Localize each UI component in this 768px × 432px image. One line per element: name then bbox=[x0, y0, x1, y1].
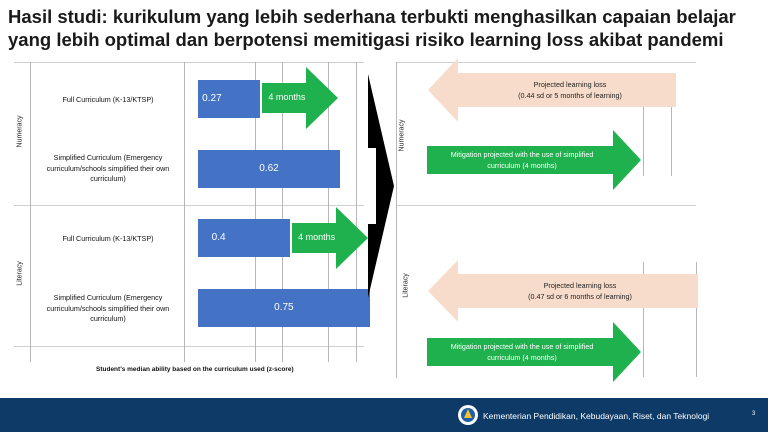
ministry-logo-icon bbox=[457, 404, 479, 426]
category-label-simplified-numeracy bbox=[38, 153, 178, 185]
category-label-simplified-literacy bbox=[38, 293, 178, 325]
category-label-line: Simplified Curriculum (Emergency bbox=[53, 293, 163, 302]
transition-arrow-shape bbox=[368, 74, 394, 298]
category-divider-line bbox=[184, 62, 185, 362]
transition-arrow-icon bbox=[368, 74, 394, 298]
panel-left-border bbox=[396, 62, 397, 378]
mitigation-text-line: Mitigation projected with the use of simplified bbox=[450, 342, 594, 351]
panel-divider bbox=[396, 205, 696, 206]
footer-org-name: Kementerian Pendidikan, Kebudayaan, Riset, dan Teknologi bbox=[483, 411, 710, 421]
chart-bottom-border bbox=[14, 346, 364, 347]
loss-text-line: (0.44 sd or 5 months of learning) bbox=[518, 91, 622, 100]
chart-top-border bbox=[14, 62, 364, 63]
chart-axis-caption: Student's median ability based on the curriculum used (z-score) bbox=[96, 366, 294, 373]
category-label-line: curriculum/schools simplified their own bbox=[46, 303, 170, 313]
loss-text-numeracy bbox=[470, 79, 670, 101]
gap-label-numeracy: 4 months bbox=[268, 92, 306, 102]
projection-label-literacy: Literacy bbox=[402, 273, 410, 298]
category-label-line: curriculum) bbox=[90, 314, 126, 323]
category-label-line: Full Curriculum (K-13/KTSP) bbox=[62, 234, 154, 243]
mitigation-text-line: curriculum (4 months) bbox=[487, 353, 557, 362]
data-label-literacy-full: 0.4 bbox=[211, 232, 226, 243]
group-label-literacy: Literacy bbox=[16, 261, 24, 286]
loss-text-literacy bbox=[480, 280, 680, 302]
category-label-line: curriculum) bbox=[90, 174, 126, 183]
data-label-numeracy-full: 0.27 bbox=[202, 93, 222, 104]
median-ability-chart bbox=[14, 62, 364, 362]
slide-title bbox=[8, 5, 763, 51]
mitigation-text-line: Mitigation projected with the use of simplified bbox=[450, 150, 594, 159]
page-number: 3 bbox=[752, 411, 756, 417]
slide-title-line-2: yang lebih optimal dan berpotensi memitigasi risiko learning loss akibat pandemi bbox=[8, 29, 724, 50]
category-label-full-numeracy bbox=[38, 95, 178, 106]
group-divider bbox=[14, 205, 364, 206]
loss-text-line: Projected learning loss bbox=[543, 281, 617, 290]
category-label-line: Full Curriculum (K-13/KTSP) bbox=[62, 95, 154, 104]
mitigation-text-literacy bbox=[427, 341, 617, 363]
axis-divider-line bbox=[30, 62, 31, 362]
loss-text-line: (0.47 sd or 6 months of learning) bbox=[528, 292, 632, 301]
mitigation-text-numeracy bbox=[427, 149, 617, 171]
data-label-literacy-simplified: 0.75 bbox=[274, 302, 294, 313]
slide-title-line-1: Hasil studi: kurikulum yang lebih sederhana terbukti menghasilkan capaian belajar bbox=[8, 6, 736, 27]
category-label-line: curriculum/schools simplified their own bbox=[46, 163, 170, 173]
mitigation-text-line: curriculum (4 months) bbox=[487, 161, 557, 170]
loss-text-line: Projected learning loss bbox=[533, 80, 607, 89]
gap-label-literacy: 4 months bbox=[298, 232, 336, 242]
projection-label-numeracy: Numeracy bbox=[398, 119, 406, 152]
category-label-line: Simplified Curriculum (Emergency bbox=[53, 153, 163, 162]
category-label-full-literacy bbox=[38, 234, 178, 245]
group-label-numeracy: Numeracy bbox=[16, 115, 24, 148]
data-label-numeracy-simplified: 0.62 bbox=[259, 163, 279, 174]
